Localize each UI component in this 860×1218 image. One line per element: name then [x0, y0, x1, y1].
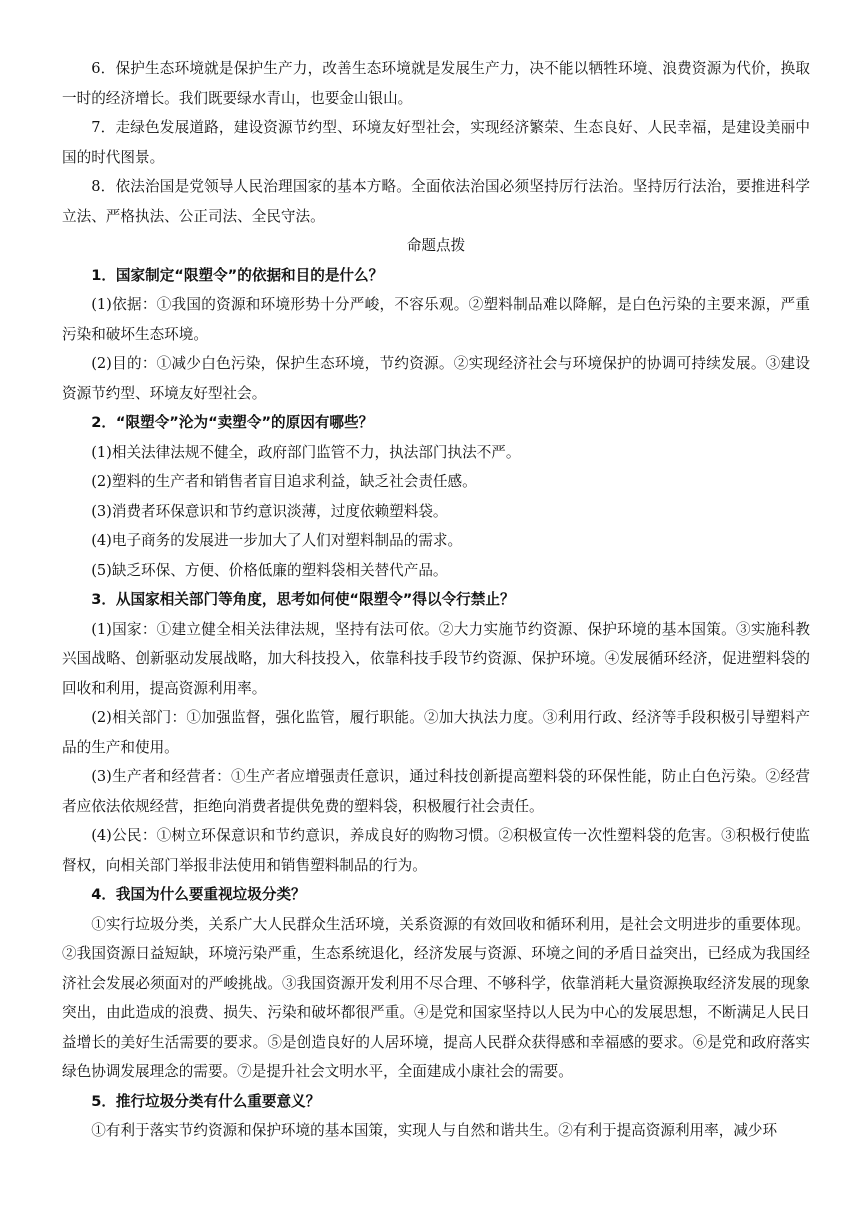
paragraph-point-7: 7．走绿色发展道路，建设资源节约型、环境友好型社会，实现经济繁荣、生态良好、人民幸福，是建设美丽中国的时代图景。: [62, 119, 810, 166]
question-3-title: 3．从国家相关部门等角度，思考如何使“限塑令”得以令行禁止？: [91, 591, 515, 608]
paragraph-point-6: 6．保护生态环境就是保护生产力，改善生态环境就是发展生产力，决不能以牺牲环境、浪费资源为代价，换取一时的经济增长。我们既要绿水青山，也要金山银山。: [62, 60, 810, 107]
answer-paragraph: (3)消费者环保意识和节约意识淡薄，过度依赖塑料袋。: [91, 502, 448, 520]
answer-paragraph: ①实行垃圾分类，关系广大人民群众生活环境，关系资源的有效回收和循环利用，是社会文明进步的重要体现。②我国资源日益短缺，环境污染严重，生态系统退化，经济发展与资源、环境之间的矛盾日益突出，已经成为我国经济社会发展必须面对的严峻挑战。③我国资源开发利用不尽合理、不够科学，依靠消耗大量资源换取经济发展的现象突出，由此造成的浪费、损失、污染和破坏都很严重。④是党和国家坚持以人民为中心的发展思想，不断满足人民日益增长的美好生活需要的要求。⑤是创造良好的人居环境，提高人民群众获得感和幸福感的要求。⑥是党和政府落实绿色协调发展理念的需要。⑦是提升社会文明水平，全面建成小康社会的需要。: [62, 915, 810, 1080]
answer-paragraph: (3)生产者和经营者：①生产者应增强责任意识，通过科技创新提高塑料袋的环保性能，防止白色污染。②经营者应依法依规经营，拒绝向消费者提供免费的塑料袋，积极履行社会责任。: [62, 768, 810, 815]
answer-paragraph: (4)公民：①树立环保意识和节约意识，养成良好的购物习惯。②积极宣传一次性塑料袋的危害。③积极行使监督权，向相关部门举报非法使用和销售塑料制品的行为。: [62, 827, 810, 874]
question-2-title: 2．“限塑令”沦为“卖塑令”的原因有哪些？: [91, 414, 374, 431]
answer-paragraph: (1)相关法律法规不健全，政府部门监管不力，执法部门执法不严。: [91, 443, 521, 461]
answer-paragraph: (2)相关部门：①加强监督，强化监管，履行职能。②加大执法力度。③利用行政、经济等手段积极引导塑料产品的生产和使用。: [62, 709, 810, 756]
paragraph-point-8: 8．依法治国是党领导人民治理国家的基本方略。全面依法治国必须坚持厉行法治。坚持厉行法治，要推进科学立法、严格执法、公正司法、全民守法。: [62, 178, 810, 225]
answer-paragraph: (4)电子商务的发展进一步加大了人们对塑料制品的需求。: [91, 532, 463, 549]
question-1-title: 1．国家制定“限塑令”的依据和目的是什么？: [91, 266, 384, 284]
question-4-title: 4．我国为什么要重视垃圾分类？: [91, 886, 306, 903]
answer-paragraph: (1)依据：①我国的资源和环境形势十分严峻，不容乐观。②塑料制品难以降解，是白色污染的主要来源，严重污染和破坏生态环境。: [62, 296, 810, 343]
section-title: 命题点拨: [406, 237, 466, 254]
answer-paragraph: ①有利于落实节约资源和保护环境的基本国策，实现人与自然和谐共生。②有利于提高资源利用率，减少环: [91, 1122, 778, 1139]
answer-paragraph: (1)国家：①建立健全相关法律法规，坚持有法可依。②大力实施节约资源、保护环境的基本国策。③实施科教兴国战略、创新驱动发展战略，加大科技投入，依靠科技手段节约资源、保护环境。④发展循环经济，促进塑料袋的回收和利用，提高资源利用率。: [62, 620, 810, 697]
answer-paragraph: (5)缺乏环保、方便、价格低廉的塑料袋相关替代产品。: [91, 561, 448, 579]
answer-paragraph: (2)目的：①减少白色污染，保护生态环境，节约资源。②实现经济社会与环境保护的协调可持续发展。③建设资源节约型、环境友好型社会。: [62, 355, 810, 402]
answer-paragraph: (2)塑料的生产者和销售者盲目追求利益，缺乏社会责任感。: [91, 473, 477, 490]
question-5-title: 5．推行垃圾分类有什么重要意义？: [91, 1092, 321, 1110]
